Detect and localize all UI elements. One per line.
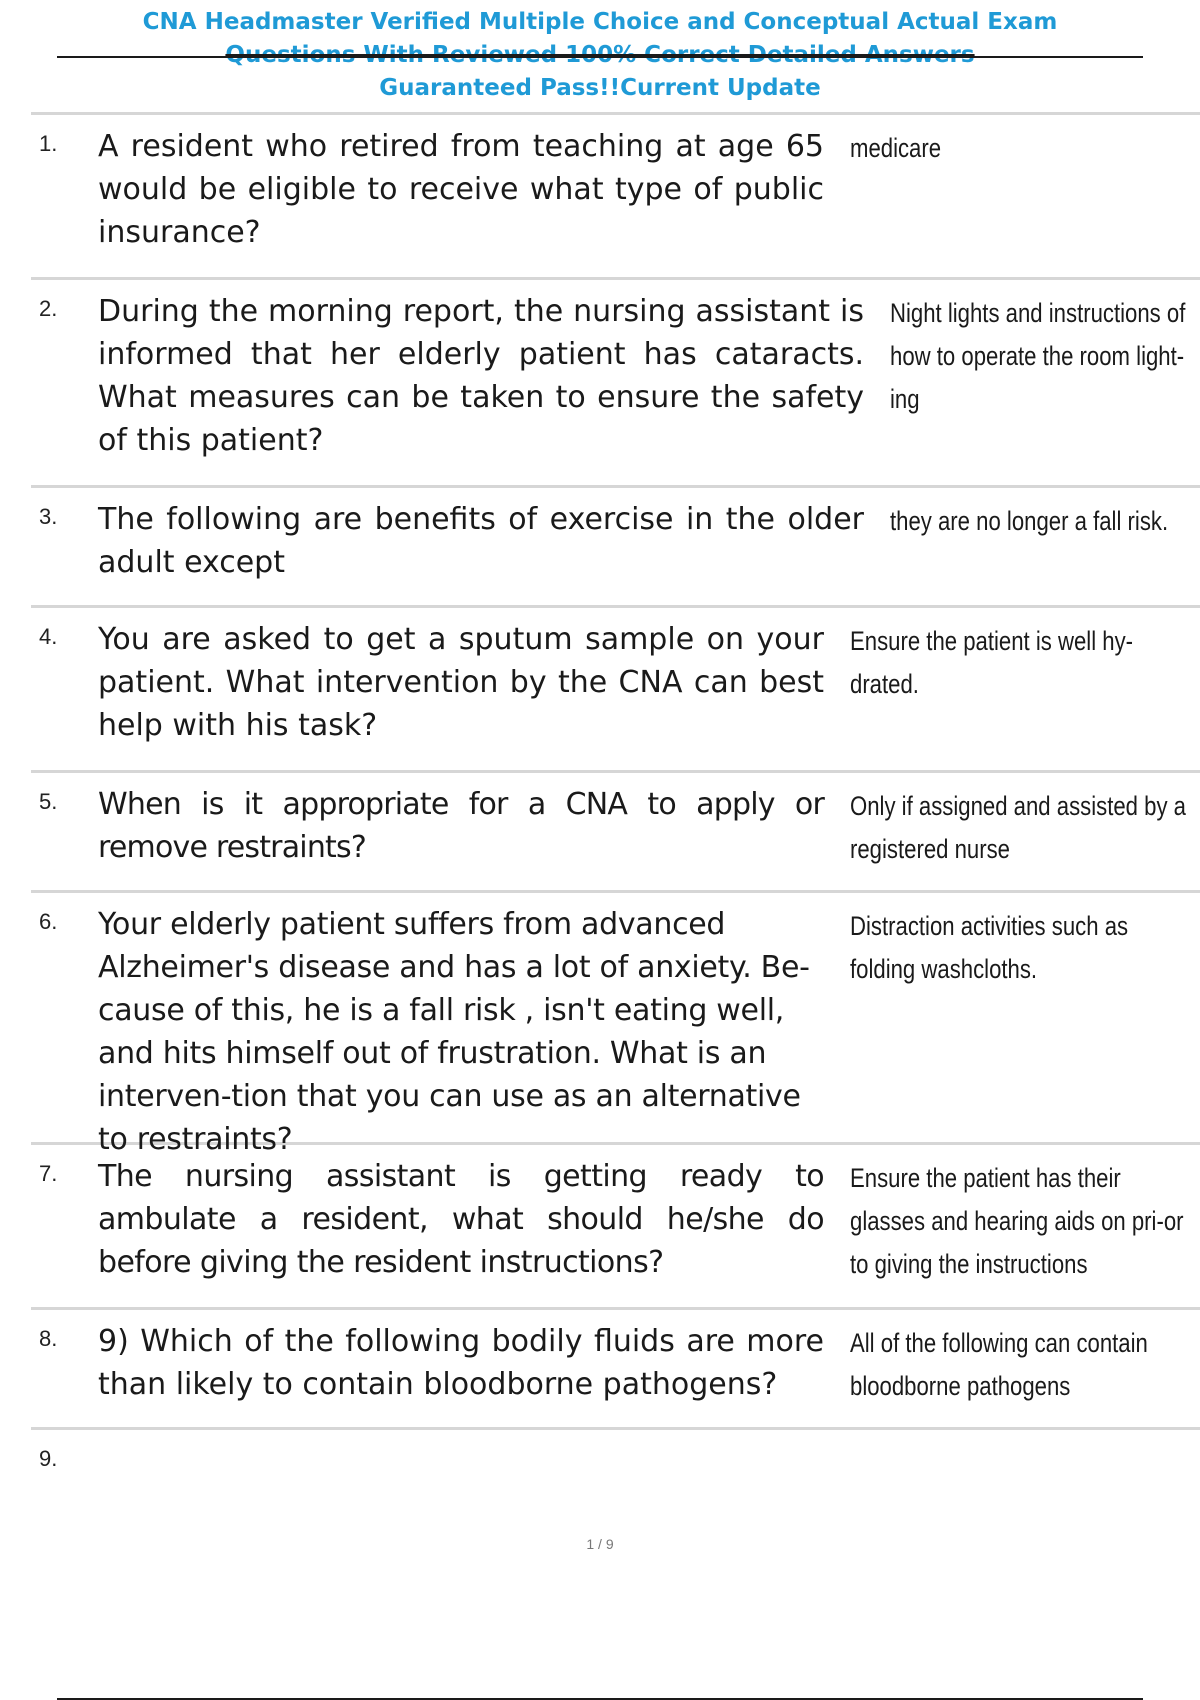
qa-row-6 <box>31 893 1200 1157</box>
question-text: The nursing assistant is getting ready to ambulate a resident, what should he/she do before giving the resident instructions? <box>98 1159 824 1280</box>
document-title-line-2: Questions With Reviewed 100% Correct Detailed Answers <box>225 42 975 68</box>
question-number: 7. <box>39 1161 58 1186</box>
answer-text <box>838 1145 1200 1307</box>
question-number: 1. <box>39 131 58 156</box>
answer-text-content: Only if assigned and assisted by a registered nurse <box>850 791 1186 864</box>
question-number: 4. <box>39 624 58 649</box>
question-text: You are asked to get a sputum sample on your patient. What intervention by the CNA can best help with his task? <box>98 622 824 743</box>
question-number: 3. <box>39 504 58 529</box>
answer-text <box>878 280 1200 485</box>
question-number: 8. <box>39 1326 58 1351</box>
answer-text-content: medicare <box>850 133 942 163</box>
question-text: When is it appropriate for a CNA to apply or remove restraints? <box>98 787 824 865</box>
answer-text <box>838 1310 1200 1427</box>
qa-row-1 <box>31 115 1200 280</box>
question-text: Your elderly patient suffers from advanced Alzheimer's disease and has a lot of anxiety. Be-cause of this, he is a fall risk , isn't eating well, and hits himself out of frustration. What is an interven-tion that you can use as an alternative to restraints? <box>98 907 810 1157</box>
question-text: A resident who retired from teaching at age 65 would be eligible to receive what type of public insurance? <box>98 129 824 250</box>
qa-row-2 <box>31 280 1200 488</box>
qa-row-3 <box>31 488 1200 608</box>
question-number: 6. <box>39 909 58 934</box>
answer-text-content: Night lights and instructions of how to operate the room light-ing <box>890 298 1186 414</box>
qa-row-7 <box>31 1145 1200 1310</box>
question-text: The following are benefits of exercise in the older adult except <box>98 502 864 580</box>
qa-table <box>31 112 1200 1520</box>
qa-row-4 <box>31 608 1200 773</box>
question-number: 9. <box>39 1446 58 1471</box>
header-divider <box>57 56 1143 58</box>
question-text <box>98 1430 838 1520</box>
question-text: 9) Which of the following bodily fluids are more than likely to contain bloodborne pathogens? <box>98 1324 824 1402</box>
qa-row-5 <box>31 773 1200 893</box>
qa-row-8 <box>31 1310 1200 1430</box>
answer-text <box>878 488 1200 605</box>
answer-text <box>838 1430 1200 1520</box>
qa-row-9 <box>31 1430 1200 1520</box>
answer-text <box>838 115 1200 277</box>
page-number: 1 / 9 <box>586 1536 614 1552</box>
answer-text-content: Ensure the patient is well hy-drated. <box>850 626 1134 699</box>
question-number: 5. <box>39 789 58 814</box>
answer-text-content: All of the following can contain bloodborne pathogens <box>850 1328 1148 1401</box>
answer-text-content: Distraction activities such as folding washcloths. <box>850 911 1129 984</box>
answer-text <box>838 608 1200 770</box>
question-text: During the morning report, the nursing assistant is informed that her elderly patient has cataracts. What measures can be taken to ensure the safety of this patient? <box>98 294 864 458</box>
question-number: 2. <box>39 296 58 321</box>
document-title-line-3: Guaranteed Pass!!Current Update <box>379 75 821 101</box>
answer-text-content: they are no longer a fall risk. <box>890 506 1169 536</box>
document-header <box>0 0 1200 105</box>
answer-text <box>838 773 1200 890</box>
answer-text-content: Ensure the patient has their glasses and hearing aids on pri-or to giving the instructions <box>850 1163 1184 1279</box>
document-title-line-1: CNA Headmaster Verified Multiple Choice and Conceptual Actual Exam <box>142 9 1058 35</box>
answer-text <box>838 893 1200 1142</box>
